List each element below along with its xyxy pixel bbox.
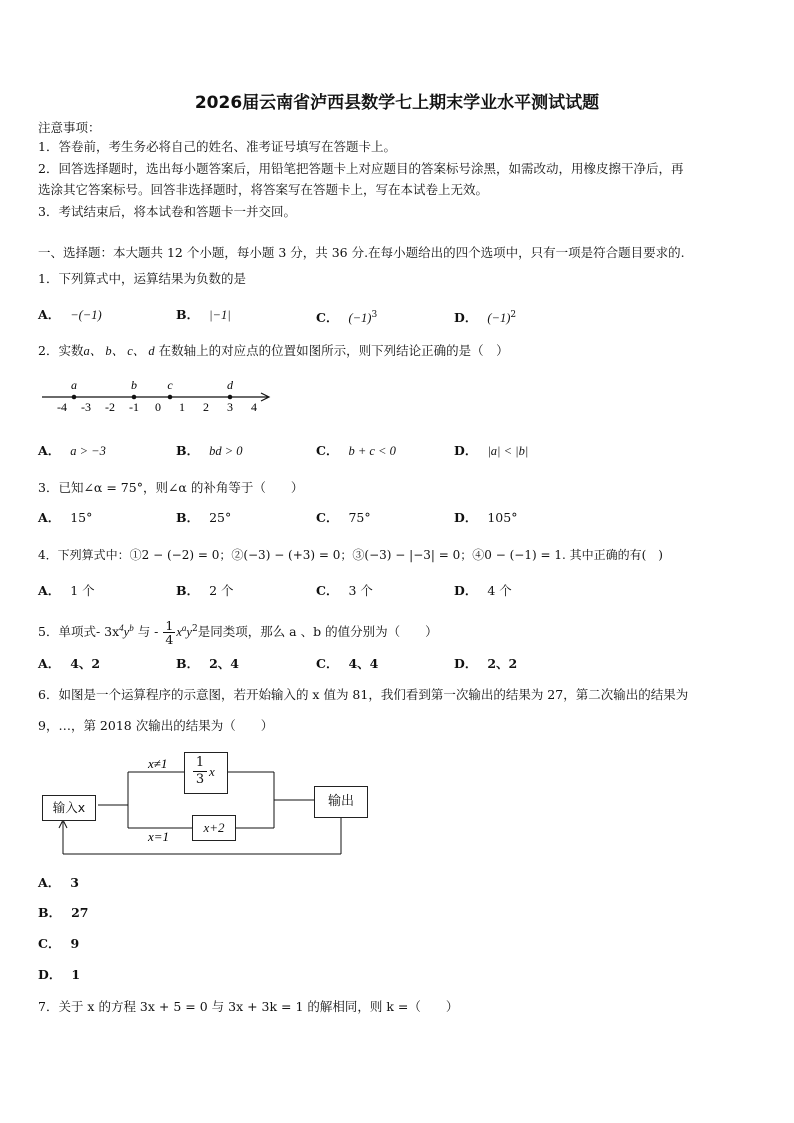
notice-item-2: 2．回答选择题时，选出每小题答案后，用铅笔把答题卡上对应题目的答案标号涂黑，如需改动，用橡皮擦干净后，再 — [38, 161, 684, 176]
point-a — [72, 395, 77, 400]
tick-label: 1 — [179, 400, 185, 414]
q6-stem-line1: 6．如图是一个运算程序的示意图，若开始输入的 x 值为 81，我们看到第一次输出的结果为 27，第二次输出的结果为 — [38, 687, 689, 702]
q6-option-b[interactable]: B． 27 — [38, 905, 89, 920]
q5-option-b[interactable]: B． 2、4 — [176, 656, 239, 671]
point-label-c: c — [167, 378, 173, 392]
number-line-figure — [40, 372, 275, 416]
q4-option-b[interactable]: B． 2 个 — [176, 583, 234, 598]
point-c — [168, 395, 173, 400]
tick-label: 2 — [203, 400, 209, 414]
q1-option-d[interactable]: D． $(-1)^2$ — [454, 310, 517, 326]
tick-label: -1 — [129, 400, 139, 414]
point-b — [132, 395, 137, 400]
flow-divide-box: 1 3 x — [184, 752, 228, 794]
page-title: 2026届云南省泸西县数学七上期末学业水平测试试题 — [194, 93, 600, 113]
tick-label: 0 — [155, 400, 161, 414]
q2-option-c[interactable]: C． b + c < 0 — [316, 443, 396, 458]
q5-option-a[interactable]: A． 4、2 — [38, 656, 101, 671]
notice-item-3: 3．考试结束后，将本试卷和答题卡一并交回。 — [38, 204, 296, 219]
q6-stem-line2: 9，…，第 2018 次输出的结果为（ ） — [38, 718, 274, 733]
notice-item-1: 1．答卷前，考生务必将自己的姓名、准考证号填写在答题卡上。 — [38, 139, 396, 154]
q3-option-a[interactable]: A． 15° — [38, 510, 93, 525]
cond-bottom-label: x=1 — [148, 829, 170, 844]
q5-option-d[interactable]: D． 2、2 — [454, 656, 518, 671]
q4-option-c[interactable]: C． 3 个 — [316, 583, 373, 598]
cond-top-label: x≠1 — [148, 756, 168, 771]
notice-heading: 注意事项： — [38, 120, 101, 135]
q3-stem: 3．已知∠α = 75°，则∠α 的补角等于（ ） — [38, 480, 304, 495]
q2-option-d[interactable]: D． |a| < |b| — [454, 443, 529, 458]
q3-option-b[interactable]: B． 25° — [176, 510, 232, 525]
q1-option-c[interactable]: C． $(-1)^3$ — [316, 310, 378, 326]
tick-label: 4 — [251, 400, 257, 414]
point-label-b: b — [131, 378, 137, 392]
tick-label: 3 — [227, 400, 233, 414]
q3-option-d[interactable]: D． 105° — [454, 510, 518, 525]
q2-option-b[interactable]: B． bd > 0 — [176, 443, 243, 458]
q6-option-c[interactable]: C． 9 — [38, 936, 80, 951]
q1-option-b[interactable]: B． |−1| — [176, 307, 231, 322]
q5-stem: 5．单项式- $3x^4y^b$ 与 - $\frac{1}{4}$ $x^ay^2$是同类项，那么 a 、b 的值分别为（ ） — [38, 618, 438, 647]
flow-output-box: 输出 — [314, 786, 368, 818]
flow-input-box: 输入x — [42, 795, 96, 821]
q5-option-c[interactable]: C． 4、4 — [316, 656, 379, 671]
tick-label: -4 — [57, 400, 67, 414]
q4-option-d[interactable]: D． 4 个 — [454, 583, 512, 598]
q6-option-a[interactable]: A． 3 — [38, 875, 79, 890]
flow-add-box: x+2 — [192, 815, 236, 841]
q2-stem: 2．实数a、 b、 c、 d 在数轴上的对应点的位置如图所示，则下列结论正确的是（ ） — [38, 343, 509, 358]
point-d — [228, 395, 233, 400]
tick-label: -2 — [105, 400, 115, 414]
q3-option-c[interactable]: C． 75° — [316, 510, 371, 525]
q4-stem: 4．下列算式中：①2 − (−2) = 0；②(−3) − (+3) = 0；③(−3) − |−3| = 0；④0 − (−1) = 1. 其中正确的有( ) — [38, 548, 663, 562]
q2-option-a[interactable]: A． a > −3 — [38, 443, 106, 458]
point-label-d: d — [227, 378, 233, 392]
q4-option-a[interactable]: A． 1 个 — [38, 583, 95, 598]
q1-option-a[interactable]: A． −(−1) — [38, 307, 102, 322]
q1-stem: 1．下列算式中，运算结果为负数的是 — [38, 271, 246, 286]
notice-item-2-cont: 选涂其它答案标号。回答非选择题时，将答案写在答题卡上，写在本试卷上无效。 — [38, 182, 489, 197]
q6-option-d[interactable]: D． 1 — [38, 967, 81, 982]
section-heading: 一、选择题：本大题共 12 个小题，每小题 3 分，共 36 分.在每小题给出的四个选项中，只有一项是符合题目要求的. — [38, 245, 685, 260]
point-label-a: a — [71, 378, 77, 392]
q7-stem: 7．关于 x 的方程 3x + 5 = 0 与 3x + 3k = 1 的解相同，则 k =（ ） — [38, 999, 459, 1014]
tick-label: -3 — [81, 400, 91, 414]
